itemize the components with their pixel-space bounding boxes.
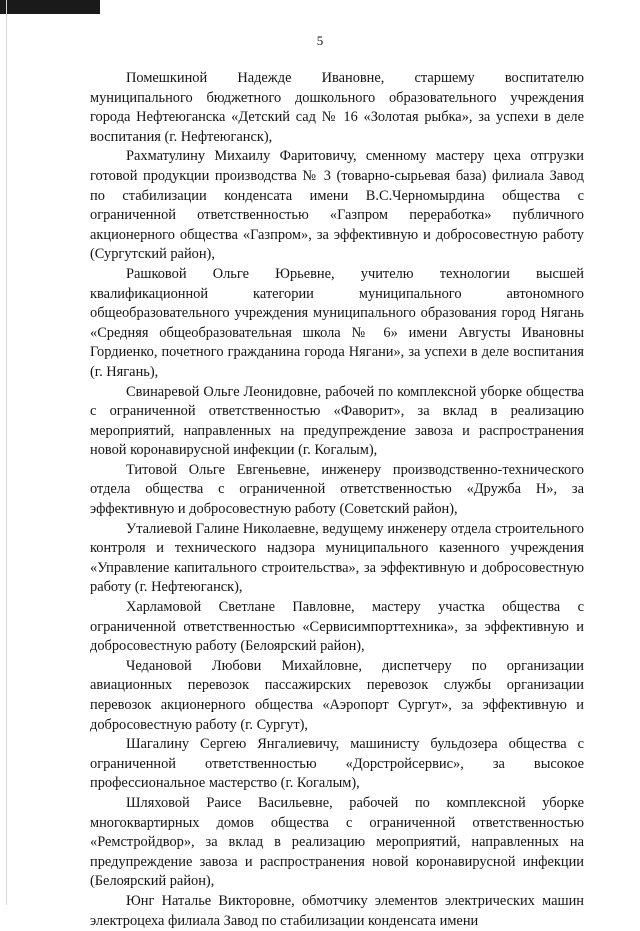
award-entry: Чедановой Любови Михайловне, диспетчеру по организации авиационных перевозок пассажирских перевозок службы организации перевозок акционерного общества «Аэропорт Сургут», за эффективную и добросовестную работу (г. Сургут), — [90, 657, 584, 733]
page-number: 5 — [316, 33, 324, 48]
award-entry: Шляховой Раисе Васильевне, рабочей по комплексной уборке многоквартирных домов общества с ограниченной ответственностью «Ремстройдвор», за вклад в реализацию мероприятий, направленных на предупреждение завоза и распространения новой коронавирусной инфекции (Белоярский район), — [90, 794, 584, 890]
page-edge-line — [6, 0, 7, 905]
award-entry: Уталиевой Галине Николаевне, ведущему инженеру отдела строительного контроля и технического надзора муниципального казенного учреждения «Управление капитального строительства», за эффективную и добросовестную работу (г. Нефтеюганск), — [90, 520, 584, 596]
scan-artifact — [0, 0, 100, 14]
award-entry: Харламовой Светлане Павловне, мастеру участка общества с ограниченной ответственностью «Сервисимпорттехника», за эффективную и добросовестную работу (Белоярский район), — [90, 599, 584, 655]
award-entry: Шагалину Сергею Янгалиевичу, машинисту бульдозера общества с ограниченной ответственностью «Дорстройсервис», за высокое профессиональное мастерство (г. Когалым), — [90, 736, 584, 792]
award-entry: Юнг Наталье Викторовне, обмотчику элементов электрических машин электроцеха филиала Завод по стабилизации конденсата имени — [90, 892, 584, 929]
award-entry: Рахматулину Михаилу Фаритовичу, сменному мастеру цеха отгрузки готовой продукции производства № 3 (товарно-сырьевая база) филиала Завод по стабилизации конденсата имени В.С.Черномырдина общества с ограниченной ответственностью «Газпром переработка» публичного акционерного общества «Газпром», за эффективную и добросовестную работу (Сургутский район), — [90, 148, 584, 263]
award-entry: Свинаревой Ольге Леонидовне, рабочей по комплексной уборке общества с ограниченной ответственностью «Фаворит», за вклад в реализацию мероприятий, направленных на предупреждение завоза и распространения новой коронавирусной инфекции (г. Когалым), — [90, 383, 584, 459]
award-entry: Титовой Ольге Евгеньевне, инженеру производственно-технического отдела общества с ограниченной ответственностью «Дружба Н», за эффективную и добросовестную работу (Советский район), — [90, 461, 584, 518]
award-entry: Рашковой Ольге Юрьевне, учителю технологии высшей квалификационной категории муниципального автономного общеобразовательного учреждения муниципального образования город Нягань «Средняя общеобразовательная школа № 6» имени Августы Ивановны Гордиенко, почетного гражданина города Нягани», за успехи в деле воспитания (г. Нягань), — [90, 265, 584, 380]
award-list — [90, 69, 584, 931]
award-entry: Помешкиной Надежде Ивановне, старшему воспитателю муниципального бюджетного дошкольного образовательного учреждения города Нефтеюганска «Детский сад № 16 «Золотая рыбка», за успехи в деле воспитания (г. Нефтеюганск), — [90, 70, 584, 145]
